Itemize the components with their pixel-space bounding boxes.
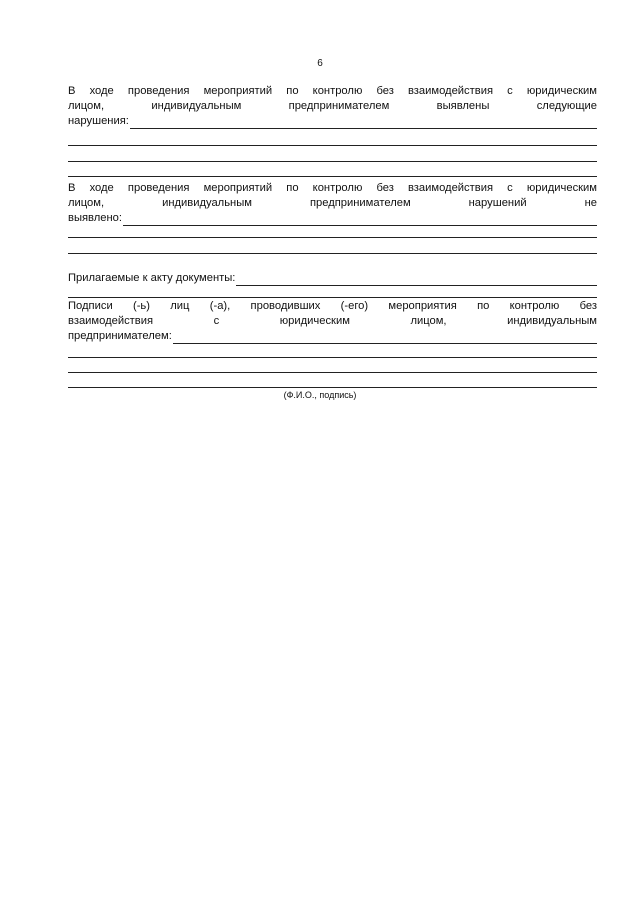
page-number: 6 (317, 58, 323, 69)
attached-documents-blank[interactable] (236, 274, 597, 286)
violations-found-rule-1[interactable] (68, 145, 597, 146)
violations-found-rule-2[interactable] (68, 161, 597, 162)
no-violations-rule-1[interactable] (68, 237, 597, 238)
attached-documents-rule[interactable] (68, 297, 597, 298)
signatures-blank[interactable] (173, 332, 597, 344)
no-violations-rule-2[interactable] (68, 253, 597, 254)
signatures-rule-1[interactable] (68, 357, 597, 358)
signatures-rule-3[interactable] (68, 387, 597, 388)
violations-found-label: нарушения: (68, 115, 129, 127)
signatures-rule-2[interactable] (68, 372, 597, 373)
attached-documents-fill-row (68, 271, 597, 286)
signatures-line-1: Подписи (-ь) лиц (-а), проводивших (-его) мероприятия по контролю без (68, 300, 597, 312)
violations-found-fill-row (68, 114, 597, 129)
signatures-fill-row (68, 329, 597, 344)
signatures-label: предпринимателем: (68, 330, 172, 342)
violations-found-line-1: В ходе проведения мероприятий по контролю без взаимодействия с юридическим (68, 85, 597, 97)
no-violations-fill-row (68, 211, 597, 226)
violations-found-section (68, 84, 597, 129)
no-violations-label: выявлено: (68, 212, 122, 224)
violations-found-rule-3[interactable] (68, 176, 597, 177)
violations-found-line-2: лицом, индивидуальным предпринимателем выявлены следующие (68, 100, 597, 112)
no-violations-line-1: В ходе проведения мероприятий по контролю без взаимодействия с юридическим (68, 182, 597, 194)
signatures-line-2: взаимодействия с юридическим лицом, индивидуальным (68, 315, 597, 327)
signatures-section (68, 299, 597, 344)
attached-documents-label: Прилагаемые к акту документы: (68, 272, 236, 284)
violations-found-blank[interactable] (130, 117, 597, 129)
no-violations-blank[interactable] (123, 214, 597, 226)
attached-documents-section (68, 271, 597, 286)
no-violations-line-2: лицом, индивидуальным предпринимателем нарушений не (68, 197, 597, 209)
signature-caption: (Ф.И.О., подпись) (283, 390, 357, 400)
no-violations-section (68, 181, 597, 226)
